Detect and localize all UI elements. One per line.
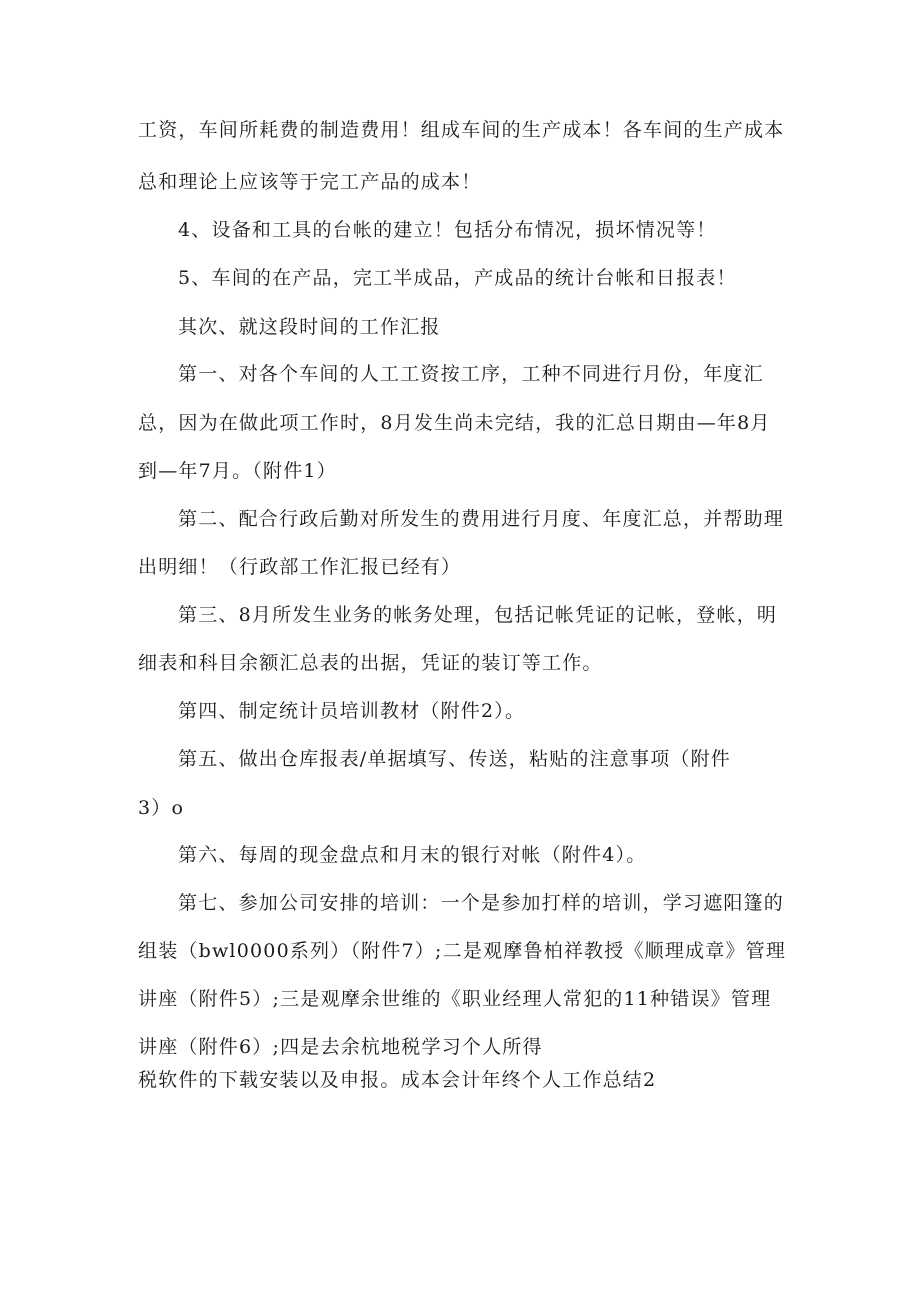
text-line: 第四、制定统计员培训教材（附件2）。 bbox=[178, 700, 526, 722]
text-line: 第六、每周的现金盘点和月末的银行对帐（附件4）。 bbox=[178, 844, 647, 866]
text-line: 4、设备和工具的台帐的建立！包括分布情况，损坏情况等！ bbox=[178, 219, 717, 241]
text-line: 税软件的下载安装以及申报。成本会计年终个人工作总结2 bbox=[138, 1069, 657, 1091]
text-line: 讲座（附件5）;三是观摩余世维的《职业经理人常犯的11种错误》管理 bbox=[138, 988, 772, 1010]
text-line: 讲座（附件6）;四是去余杭地税学习个人所得 bbox=[138, 1036, 543, 1058]
text-line: 3）o bbox=[138, 797, 185, 819]
text-line: 组装（bwl0000系列）（附件7）;二是观摩鲁柏祥教授《顺理成章》管理 bbox=[138, 940, 787, 962]
text-line: 细表和科目余额汇总表的出据，凭证的装订等工作。 bbox=[138, 652, 603, 674]
text-line: 5、车间的在产品，完工半成品，产成品的统计台帐和日报表！ bbox=[178, 267, 737, 289]
text-line: 工资，车间所耗费的制造费用！组成车间的生产成本！各车间的生产成本 bbox=[138, 119, 785, 141]
text-line: 第五、做出仓库报表/单据填写、传送，粘贴的注意事项（附件 bbox=[178, 748, 732, 770]
text-line: 第七、参加公司安排的培训：一个是参加打样的培训，学习遮阳篷的 bbox=[178, 892, 785, 914]
text-line: 到—年7月。（附件1） bbox=[138, 460, 337, 482]
text-line: 出明细！（行政部工作汇报已经有） bbox=[138, 556, 462, 578]
text-line: 其次、就这段时间的工作汇报 bbox=[178, 316, 441, 338]
text-line: 第二、配合行政后勤对所发生的费用进行月度、年度汇总，并帮助理 bbox=[178, 508, 785, 530]
text-line: 总，因为在做此项工作时，8月发生尚未完结，我的汇总日期由—年8月 bbox=[138, 412, 771, 434]
text-line: 第三、8月所发生业务的帐务处理，包括记帐凭证的记帐，登帐，明 bbox=[178, 604, 778, 626]
text-line: 总和理论上应该等于完工产品的成本！ bbox=[138, 171, 482, 193]
text-line: 第一、对各个车间的人工工资按工序，工种不同进行月份，年度汇 bbox=[178, 363, 764, 385]
